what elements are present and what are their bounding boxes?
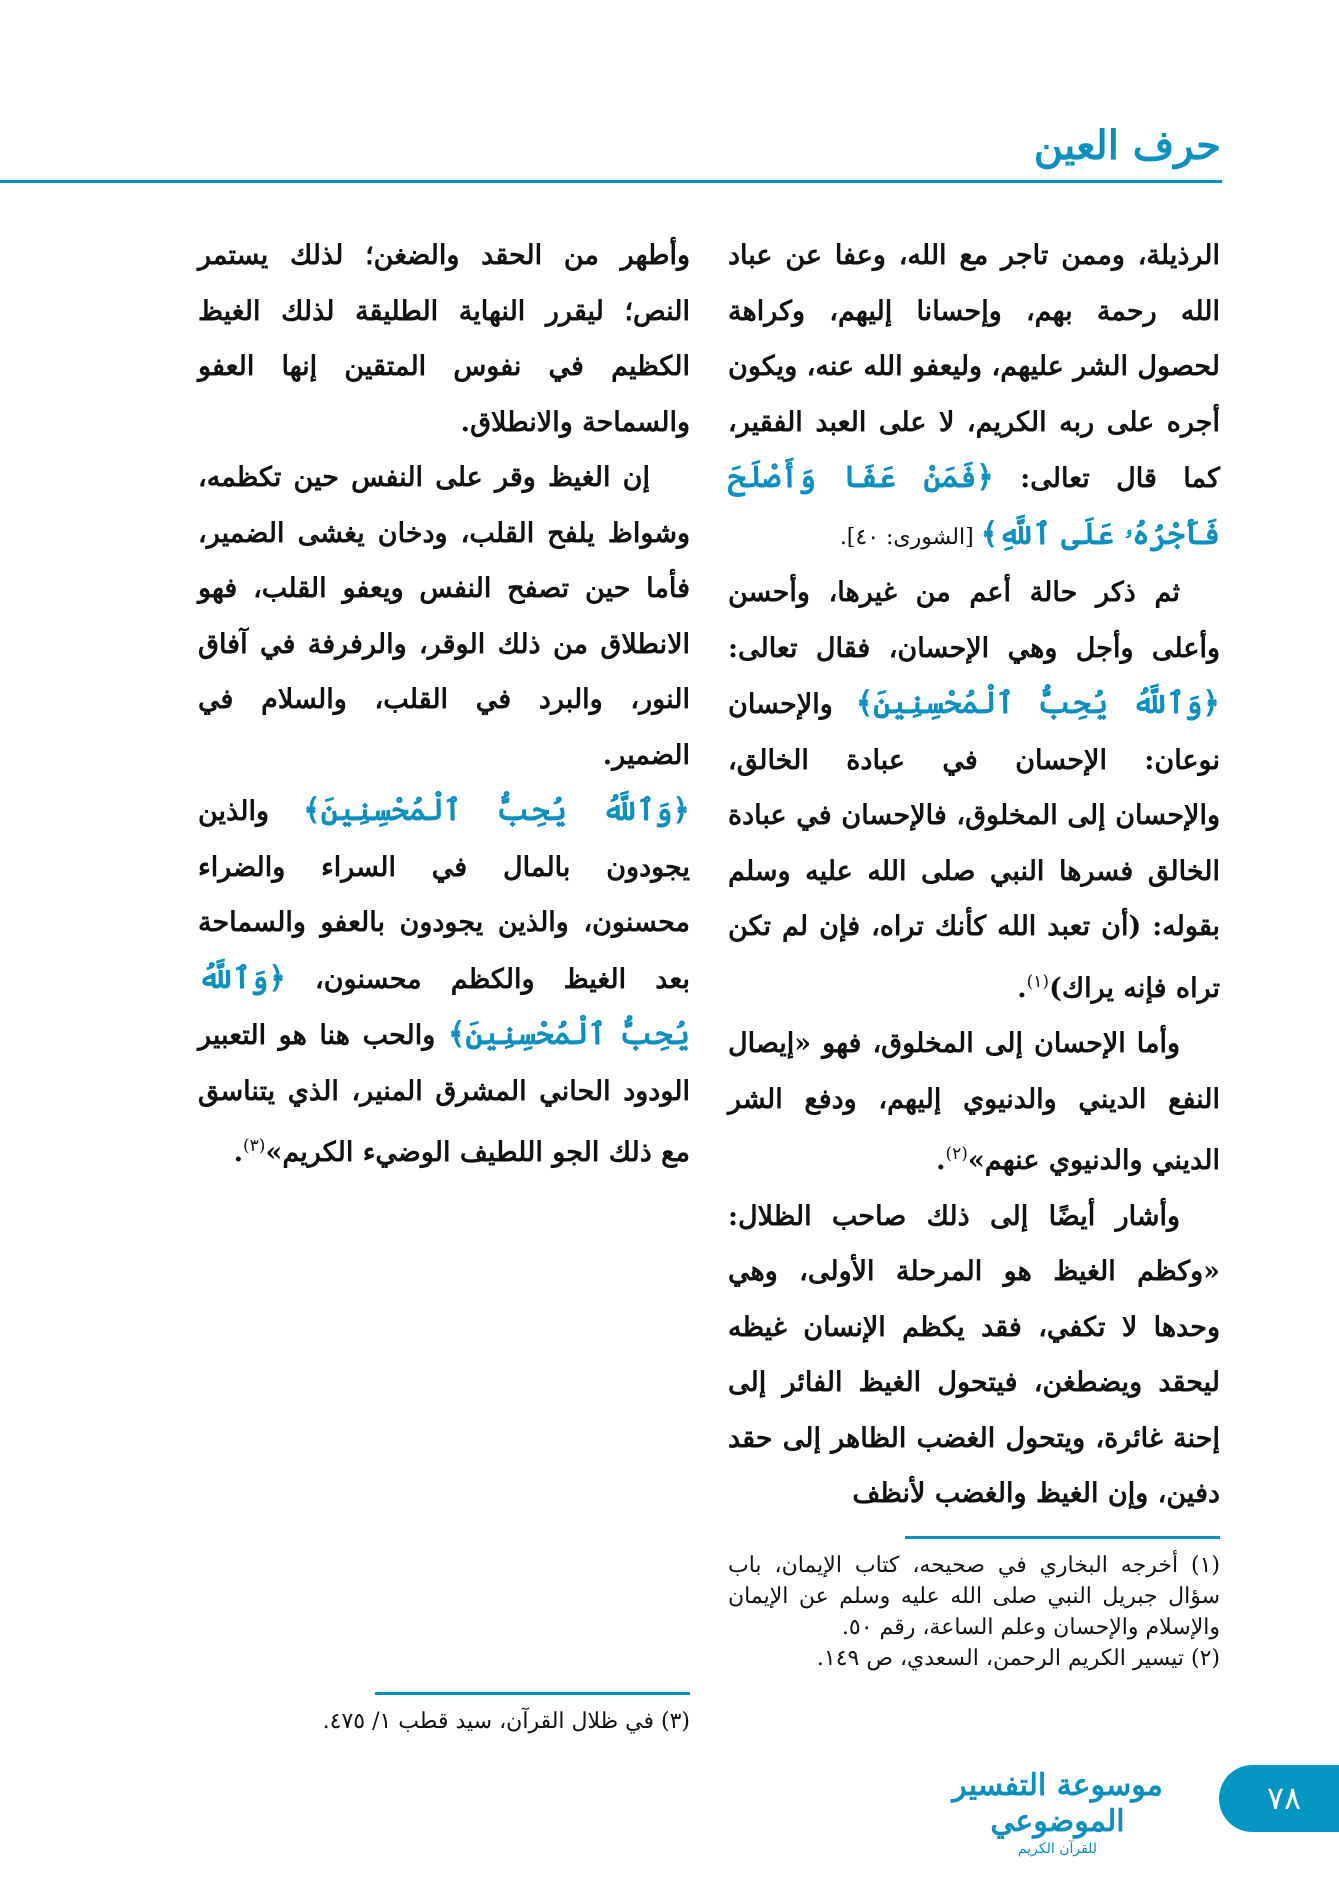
text: وأما الإحسان إلى المخلوق، فهو «إيصال النفع الديني والدنيوي إليهم، ودفع الشر الديني والدنيوي عنهم» bbox=[728, 1028, 1220, 1176]
text: والحب هنا هو التعبير الودود الحاني المشرق المنير، الذي يتناسق مع ذلك الجو اللطيف الوضيء الكريم» bbox=[198, 1020, 690, 1168]
text: والذين يجودون بالمال في السراء والضراء محسنون، والذين يجودون بالعفو والسماحة بعد الغيظ والكظم محسنون، bbox=[198, 796, 690, 995]
footnote-divider bbox=[375, 1692, 690, 1695]
page-number: ٧٨ bbox=[1219, 1765, 1339, 1832]
chapter-title: حرف العين bbox=[1033, 122, 1221, 169]
footnote: (٣) في ظلال القرآن، سيد قطب ١/ ٤٧٥. bbox=[322, 1709, 690, 1734]
paragraph bbox=[728, 1189, 1220, 1522]
footnote-ref[interactable]: (١) bbox=[1026, 971, 1050, 992]
logo-subtitle: للقرآن الكريم bbox=[1017, 1841, 1098, 1857]
left-column bbox=[198, 228, 690, 1181]
paragraph: وأطهر من الحقد والضغن؛ لذلك يستمر النص؛ ليقرر النهاية الطليقة لذلك الغيظ الكظيم في نفوس المتقين إنها العفو والسماحة والانطلاق. bbox=[198, 240, 690, 438]
paragraph bbox=[728, 228, 1220, 565]
quran-verse: ﴿وَٱللَّهُ يُحِبُّ ٱلْمُحْسِنِينَ﴾ bbox=[198, 960, 691, 1052]
quran-verse: ﴿فَمَنْ عَفَا وَأَصْلَحَ فَأَجْرُهُۥ عَلَى ٱللَّهِ﴾ bbox=[728, 460, 1220, 552]
encyclopedia-logo bbox=[935, 1768, 1180, 1858]
verse-reference: [الشورى: ٤٠]. bbox=[839, 524, 981, 550]
footnotes-right bbox=[728, 1550, 1220, 1674]
footnote: (٢) تيسير الكريم الرحمن، السعدي، ص ١٤٩. bbox=[816, 1646, 1220, 1671]
quran-verse: ﴿وَٱللَّهُ يُحِبُّ ٱلْمُحْسِنِينَ﴾ bbox=[303, 793, 690, 828]
quran-verse: ﴿وَٱللَّهُ يُحِبُّ ٱلْمُحْسِنِينَ﴾ bbox=[855, 686, 1221, 721]
paragraph: وأما الإحسان إلى المخلوق، فهو «إيصال النفع الديني والدنيوي إليهم، ودفع الشر الديني والدنيوي عنهم»$^{(٢)}$. bbox=[728, 1028, 1220, 1176]
footnote-ref[interactable]: (٢) bbox=[945, 1144, 968, 1164]
header-divider bbox=[0, 180, 1222, 183]
paragraph: ﴿وَٱللَّهُ يُحِبُّ ٱلْمُحْسِنِينَ﴾ والذين يجودون بالمال في السراء والضراء محسنون، والذين يجودون بالعفو والسماحة بعد الغيظ والكظم محسنون، ﴿وَٱللَّهُ يُحِبُّ ٱلْمُحْسِنِينَ﴾ والحب هنا هو التعبير الودود الحاني المشرق المنير، الذي يتناسق مع ذلك الجو اللطيف الوضيء الكريم»$^{(٣)}$. bbox=[198, 793, 691, 1168]
footnote-ref[interactable]: (٣) bbox=[243, 1136, 266, 1156]
footnotes-left bbox=[198, 1706, 690, 1737]
paragraph: ثم ذكر حالة أعم من غيرها، وأحسن وأعلى وأجل وهي الإحسان، فقال تعالى: ﴿وَٱللَّهُ يُحِبُّ ٱلْمُحْسِنِينَ﴾ والإحسان نوعان: الإحسان في عبادة الخالق، والإحسان إلى المخلوق، فالإحسان في عبادة الخالق فسرها النبي صلى الله عليه وسلم بقوله: (أن تعبد الله كأنك تراه، فإن لم تكن تراه فإنه يراك)$^{(١)}$. bbox=[728, 577, 1221, 1004]
footnote-divider bbox=[905, 1536, 1220, 1539]
right-column bbox=[728, 228, 1220, 1522]
text: وأشار أيضًا إلى ذلك صاحب الظلال: «وكظم الغيظ هو المرحلة الأولى، وهي وحدها لا تكفي، فقد يكظم الإنسان غيظه ليحقد ويضطغن، فيتحول الغيظ الفائر إلى إحنة غائرة، ويتحول الغضب الظاهر إلى حقد دفين، وإن الغيظ والغضب لأنظف bbox=[728, 1200, 1220, 1509]
text: ثم ذكر حالة أعم من غيرها، وأحسن وأعلى وأجل وهي الإحسان، فقال تعالى: bbox=[728, 577, 1220, 664]
logo-title: موسوعة التفسير الموضوعي bbox=[952, 1768, 1163, 1839]
footnote: (١) أخرجه البخاري في صحيحه، كتاب الإيمان، باب سؤال جبريل النبي صلى الله عليه وسلم عن الإيمان والإسلام والإحسان وعلم الساعة، رقم ٥٠. bbox=[728, 1553, 1220, 1640]
text: الرذيلة، وممن تاجر مع الله، وعفا عن عباد الله رحمة بهم، وإحسانا إليهم، وكراهة لحصول الشر عليهم، وليعفو الله عنه، ويكون أجره على ربه الكريم، لا على العبد الفقير، كما قال تعالى: bbox=[728, 240, 1221, 494]
paragraph: إن الغيظ وقر على النفس حين تكظمه، وشواظ يلفح القلب، ودخان يغشى الضمير، فأما حين تصفح النفس ويعفو القلب، فهو الانطلاق من ذلك الوقر، والرفرفة في آفاق النور، والبرد في القلب، والسلام في الضمير. bbox=[198, 462, 690, 771]
text: والإحسان نوعان: الإحسان في عبادة الخالق، والإحسان إلى المخلوق، فالإحسان في عبادة الخالق فسرها النبي صلى الله عليه وسلم بقوله: (أن تعبد الله كأنك تراه، فإن لم تكن تراه فإنه يراك) bbox=[728, 689, 1220, 1004]
